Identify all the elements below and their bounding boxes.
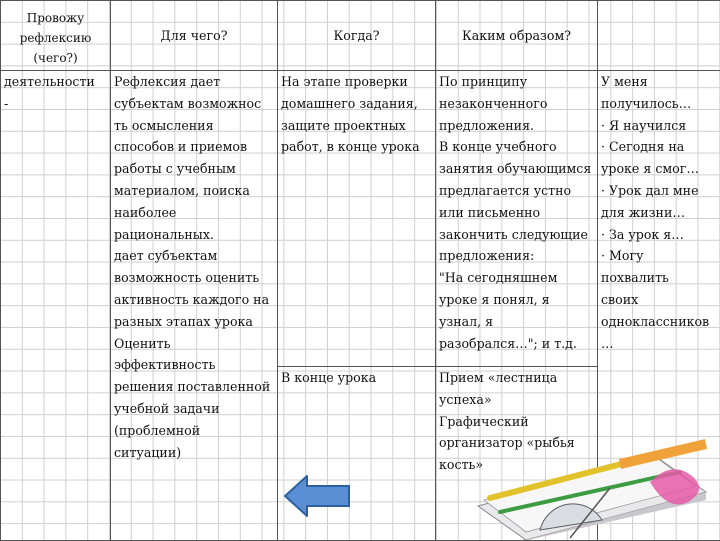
header-reflection-of-what: Провожу рефлексию (чего?) [1, 1, 111, 71]
purpose-cell: Рефлексия дает субъектам возможнос ть осмысления способов и приемов работы с учебным материалом, поиска наиболее рациональных. дает субъектам возможность оценить активность каждого на разных этапах урока Оценить эффективность решения поставленной учебной задачи (проблемной ситуации) [111, 71, 278, 541]
when-cell-homework: На этапе проверки домашнего задания, защите проектных работ, в конце урока [278, 71, 436, 367]
back-arrow-button[interactable] [283, 474, 353, 518]
how-cell-unfinished-sentence: По принципу незаконченного предложения. В конце учебного занятия обучающимся предлагается устно или письменно закончить следующие предложения: "На сегодняшнем уроке я понял, я узнал, я разобрался…"; и т.д. [436, 71, 598, 367]
when-cell-end-of-lesson: В конце урока [278, 367, 436, 541]
header-when: Когда? [278, 1, 436, 71]
header-row [1, 1, 720, 71]
content-row-top [1, 71, 720, 367]
activity-cell: деятельности - [1, 71, 111, 541]
header-what-for: Для чего? [111, 1, 278, 71]
sentence-starters-cell: У меня получилось… · Я научился · Сегодня на уроке я смог… · Урок дал мне для жизни… · За урок я… · Могу похвалить своих одноклассников … [598, 71, 720, 541]
header-how: Каким образом? [436, 1, 598, 71]
how-cell-techniques: Прием «лестница успеха» Графический организатор «рыбья кость» [436, 367, 598, 541]
book-pencils-illustration [470, 420, 710, 540]
header-empty [598, 1, 720, 71]
